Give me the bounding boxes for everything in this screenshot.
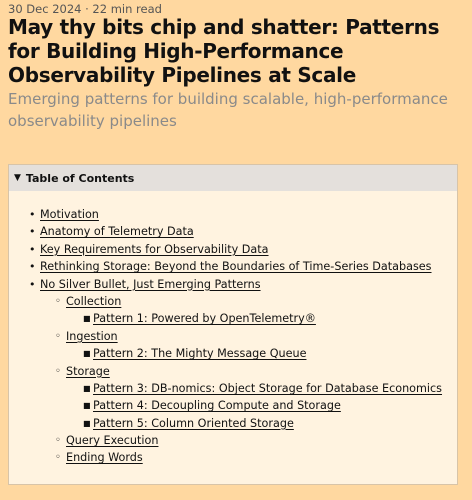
toc-item [9,397,457,414]
toc-item [9,310,457,327]
toc-link[interactable]: Rethinking Storage: Beyond the Boundaries of Time-Series Databases [40,260,432,274]
bullet-square: ■ [83,349,91,359]
toc-item [9,432,457,449]
bullet-disc: • [29,208,36,221]
article-subtitle: Emerging patterns for building scalable, high-performance observability pipelines [8,90,448,130]
toc-item [9,380,457,397]
toc-item [9,241,457,258]
article-meta: 30 Dec 2024 · 22 min read [8,2,162,16]
toc-item [9,449,457,466]
bullet-disc: • [29,277,36,291]
toc-link[interactable]: Motivation [40,208,99,221]
toc-link[interactable]: Key Requirements for Observability Data [40,242,269,256]
toc-link[interactable]: Pattern 2: The Mighty Message Queue [93,347,307,361]
toc-item [9,276,457,293]
toc-link[interactable]: Pattern 1: Powered by OpenTelemetry® [93,312,316,326]
toc-heading: Table of Contents [25,171,135,185]
toc-item [9,328,457,345]
toc-link[interactable]: Query Execution [66,434,159,448]
bullet-disc: • [29,260,36,274]
bullet-disc: • [29,225,36,239]
toc-item [9,223,457,240]
bullet-circle: ◦ [55,435,61,447]
table-of-contents [8,164,458,485]
toc-link[interactable]: No Silver Bullet, Just Emerging Patterns [40,277,261,291]
toc-link[interactable]: Pattern 5: Column Oriented Storage [93,416,294,430]
bullet-square: ■ [83,314,91,324]
toc-link[interactable]: Ingestion [66,329,118,343]
bullet-square: ■ [83,383,91,393]
bullet-square: ■ [83,401,91,411]
toc-item [9,415,457,432]
triangle-down-icon: ▼ [14,173,21,183]
toc-item [9,206,457,223]
toc-link[interactable]: Collection [66,294,122,308]
toc-link[interactable]: Pattern 3: DB-nomics: Object Storage for Database Economics [93,381,443,395]
bullet-circle: ◦ [55,365,61,377]
toc-link[interactable]: Anatomy of Telemetry Data [40,225,194,239]
bullet-circle: ◦ [55,295,61,307]
bullet-square: ■ [83,418,91,428]
bullet-circle: ◦ [55,452,61,464]
toc-link[interactable]: Storage [66,364,110,378]
toc-list [9,191,457,467]
toc-item [9,345,457,362]
toc-item [9,363,457,380]
toc-link[interactable]: Pattern 4: Decoupling Compute and Storage [93,399,341,413]
article-title: May thy bits chip and shatter: Patterns for Building High-Performance Observability Pipelines at Scale [8,15,440,87]
toc-item [9,293,457,310]
bullet-disc: • [29,242,36,256]
bullet-circle: ◦ [55,330,61,342]
toc-link[interactable]: Ending Words [66,451,143,465]
toc-item [9,258,457,275]
toc-toggle[interactable] [9,165,457,191]
